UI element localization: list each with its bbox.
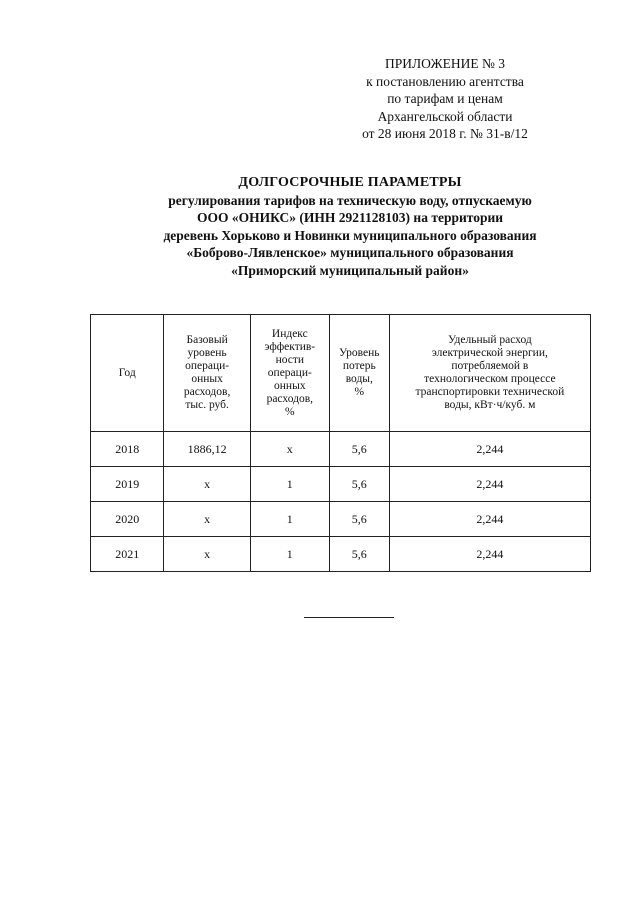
table-row	[91, 467, 591, 502]
cell-year: 2019	[91, 467, 164, 502]
title-line: регулирования тарифов на техническую воду, отпускаемую	[168, 192, 532, 208]
appendix-line: к постановлению агентства	[366, 73, 524, 89]
document-title	[40, 174, 640, 279]
cell-water-loss: 5,6	[329, 537, 389, 572]
header-water-loss: Уровень потерь воды, %	[329, 315, 389, 432]
cell-base-costs: х	[164, 537, 250, 572]
title-line: деревень Хорьково и Новинки муниципального образования	[163, 227, 537, 243]
cell-efficiency-index: 1	[250, 537, 329, 572]
cell-year: 2018	[91, 432, 164, 467]
cell-efficiency-index: х	[250, 432, 329, 467]
title-line: «Боброво-Лявленское» муниципального образования	[186, 245, 514, 260]
header-energy-consumption: Удельный расход электрической энергии, потребляемой в технологическом процессе транспортировки технической воды, кВт·ч/куб. м	[389, 315, 590, 432]
cell-water-loss: 5,6	[329, 467, 389, 502]
appendix-line: Архангельской области	[377, 108, 513, 124]
title-line: «Приморский муниципальный район»	[231, 262, 469, 278]
title-heading: ДОЛГОСРОЧНЫЕ ПАРАМЕТРЫ	[238, 175, 462, 190]
appendix-date-line: от 28 июня 2018 г. № 31-в/12	[362, 126, 528, 141]
appendix-block	[330, 55, 560, 143]
cell-base-costs: 1886,12	[164, 432, 250, 467]
table-row	[91, 432, 591, 467]
table-row	[91, 502, 591, 537]
header-year: Год	[91, 315, 164, 432]
cell-energy-consumption: 2,244	[389, 432, 590, 467]
title-line: ООО «ОНИКС» (ИНН 2921128103) на территории	[196, 210, 504, 225]
table-row	[91, 537, 591, 572]
cell-base-costs: х	[164, 502, 250, 537]
cell-energy-consumption: 2,244	[389, 467, 590, 502]
cell-year: 2020	[91, 502, 164, 537]
cell-efficiency-index: 1	[250, 467, 329, 502]
cell-efficiency-index: 1	[250, 502, 329, 537]
cell-energy-consumption: 2,244	[389, 537, 590, 572]
appendix-heading: ПРИЛОЖЕНИЕ № 3	[384, 56, 506, 71]
cell-year: 2021	[91, 537, 164, 572]
cell-water-loss: 5,6	[329, 502, 389, 537]
header-efficiency-index: Индекс эффектив- ности операци- онных расходов, %	[250, 315, 329, 432]
appendix-line: по тарифам и ценам	[387, 91, 503, 106]
cell-base-costs: х	[164, 467, 250, 502]
table-header-row	[91, 315, 591, 432]
end-divider	[304, 617, 394, 618]
cell-energy-consumption: 2,244	[389, 502, 590, 537]
header-base-costs: Базовый уровень операци- онных расходов, тыс. руб.	[164, 315, 250, 432]
cell-water-loss: 5,6	[329, 432, 389, 467]
parameters-table	[90, 314, 591, 572]
